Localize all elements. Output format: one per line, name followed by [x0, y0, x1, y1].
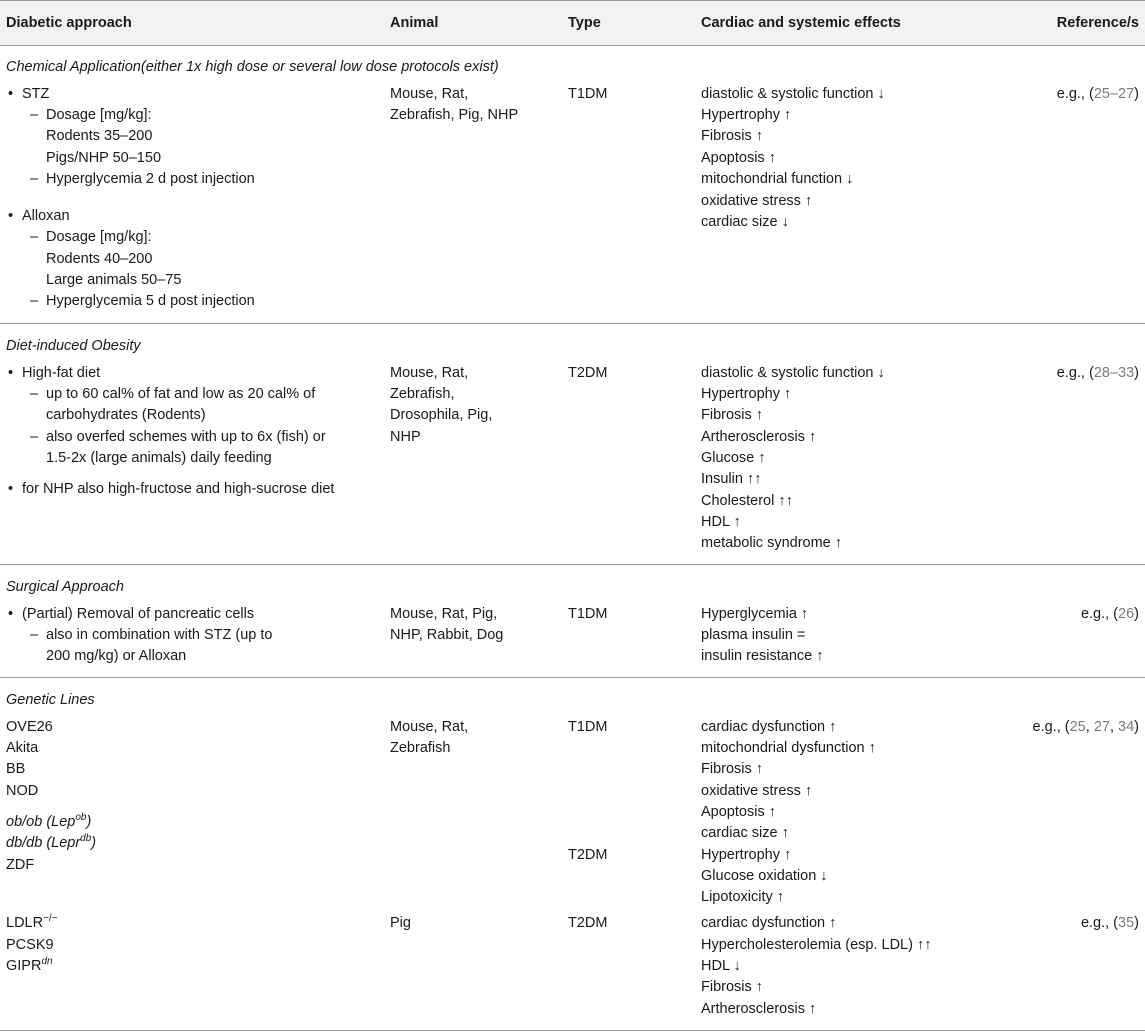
animal-text: Zebrafish [390, 740, 451, 756]
genetic-line [6, 913, 58, 935]
paren: ) [91, 835, 97, 851]
section-title: Surgical Approach [6, 579, 124, 595]
effect-item: Glucose oxidation ↓ [701, 868, 828, 884]
type-text: T2DM [568, 915, 608, 931]
ref-prefix: e.g., ( [1056, 86, 1094, 102]
effect-item: Artherosclerosis ↑ [701, 1001, 817, 1017]
bullet: • [8, 606, 14, 622]
reference [1033, 717, 1139, 738]
detail-text: Dosage [mg/kg]: [46, 229, 152, 245]
animal-text: Drosophila, Pig, [390, 407, 493, 423]
animal-text: Mouse, Rat, [390, 86, 469, 102]
animal-text: Mouse, Rat, Pig, [390, 606, 498, 622]
citation-link[interactable]: 28–33 [1093, 365, 1135, 381]
genetic-line: NOD [6, 783, 39, 799]
type-text: T1DM [568, 86, 608, 102]
genetic-line [6, 956, 53, 978]
paren: ) [86, 814, 92, 830]
dash: – [30, 171, 39, 187]
citation-link[interactable]: 35 [1118, 915, 1135, 931]
type-text: T2DM [568, 365, 608, 381]
effect-item: cardiac dysfunction ↑ [701, 915, 837, 931]
genetic-line: BB [6, 761, 26, 777]
animal-text: Zebrafish, [390, 386, 455, 402]
type-text: T1DM [568, 719, 608, 735]
effect-item: diastolic & systolic function ↓ [701, 86, 885, 102]
detail-text: Rodents 35–200 [46, 128, 153, 144]
genetic-line: OVE26 [6, 719, 53, 735]
effect-item: mitochondrial dysfunction ↑ [701, 740, 876, 756]
effect-item: oxidative stress ↑ [701, 783, 813, 799]
method-label: for NHP also high-fructose and high-sucrose diet [22, 481, 335, 497]
effect-item: Lipotoxicity ↑ [701, 889, 785, 905]
detail-text: also in combination with STZ (up to [46, 627, 273, 643]
effect-item: Fibrosis ↑ [701, 761, 764, 777]
genetic-line: PCSK9 [6, 937, 54, 953]
effect-item: oxidative stress ↑ [701, 193, 813, 209]
ref-prefix: e.g., ( [1056, 365, 1094, 381]
detail-text: Dosage [mg/kg]: [46, 107, 152, 123]
line-name: LDLR [6, 915, 44, 931]
effect-item: plasma insulin = [701, 627, 806, 643]
line-name: ob/ob (Lep [6, 814, 76, 830]
superscript: db [80, 833, 92, 844]
effect-item: Artherosclerosis ↑ [701, 429, 817, 445]
header-refs: Reference/s [1056, 15, 1139, 31]
ref-prefix: e.g., ( [1032, 719, 1070, 735]
dash: – [30, 386, 39, 402]
dash: – [30, 293, 39, 309]
effect-item: Apoptosis ↑ [701, 150, 776, 166]
divider [0, 677, 1145, 678]
divider [0, 564, 1145, 565]
reference [1081, 604, 1139, 625]
reference [1057, 363, 1139, 384]
detail-text: also overfed schemes with up to 6x (fish) or [46, 429, 326, 445]
effect-item: Hypercholesterolemia (esp. LDL) ↑↑ [701, 937, 932, 953]
effect-item: Hypertrophy ↑ [701, 847, 792, 863]
reference [1057, 84, 1139, 105]
effect-item: Fibrosis ↑ [701, 407, 764, 423]
header-type: Type [568, 15, 601, 31]
animal-text: Mouse, Rat, [390, 719, 469, 735]
ref-suffix: ) [1134, 606, 1139, 622]
header-approach: Diabetic approach [6, 15, 132, 31]
effect-item: Cholesterol ↑↑ [701, 493, 793, 509]
effect-item: Hypertrophy ↑ [701, 386, 792, 402]
dash: – [30, 429, 39, 445]
ref-suffix: ) [1134, 365, 1139, 381]
effect-item: metabolic syndrome ↑ [701, 535, 843, 551]
header-animal: Animal [390, 15, 439, 31]
bullet: • [8, 365, 14, 381]
bullet: • [8, 86, 14, 102]
section-title: Diet-induced Obesity [6, 338, 141, 354]
line-name: db/db (Lepr [6, 835, 81, 851]
ref-prefix: e.g., ( [1080, 915, 1119, 931]
section-title: Chemical Application(either 1x high dose or several low dose protocols exist) [6, 59, 499, 75]
genetic-line [6, 812, 91, 834]
detail-text: 200 mg/kg) or Alloxan [46, 648, 187, 664]
effect-item: Insulin ↑↑ [701, 471, 762, 487]
detail-text: Pigs/NHP 50–150 [46, 150, 162, 166]
effect-item: Fibrosis ↑ [701, 128, 764, 144]
detail-text: 1.5-2x (large animals) daily feeding [46, 450, 272, 466]
detail-text: carbohydrates (Rodents) [46, 407, 206, 423]
detail-text: Rodents 40–200 [46, 251, 153, 267]
animal-text: NHP [390, 429, 421, 445]
citation-link[interactable]: 26 [1118, 606, 1135, 622]
comma: , [1085, 719, 1094, 735]
ref-suffix: ) [1134, 915, 1139, 931]
divider [0, 323, 1145, 324]
effect-item: Hypertrophy ↑ [701, 107, 792, 123]
method-label: STZ [22, 86, 50, 102]
effect-item: cardiac dysfunction ↑ [701, 719, 837, 735]
animal-text: NHP, Rabbit, Dog [390, 627, 504, 643]
superscript: dn [41, 956, 53, 967]
effect-item: Glucose ↑ [701, 450, 766, 466]
citation-link[interactable]: 27 [1093, 719, 1110, 735]
effect-item: insulin resistance ↑ [701, 648, 824, 664]
type-text: T2DM [568, 847, 608, 863]
effect-item: Hyperglycemia ↑ [701, 606, 809, 622]
citation-link[interactable]: 25 [1069, 719, 1086, 735]
ref-prefix: e.g., ( [1080, 606, 1119, 622]
detail-text: Hyperglycemia 5 d post injection [46, 293, 255, 309]
effect-item: HDL ↑ [701, 514, 741, 530]
comma: , [1109, 719, 1119, 735]
effect-item: cardiac size ↑ [701, 825, 789, 841]
genetic-line: ZDF [6, 857, 35, 873]
ref-suffix: ) [1134, 719, 1139, 735]
effect-item: Fibrosis ↑ [701, 979, 764, 995]
method-label: Alloxan [22, 208, 70, 224]
reference [1081, 913, 1139, 934]
genetic-line: Akita [6, 740, 39, 756]
animal-text: Pig [390, 915, 411, 931]
effect-item: mitochondrial function ↓ [701, 171, 854, 187]
method-label: (Partial) Removal of pancreatic cells [22, 606, 255, 622]
dash: – [30, 229, 39, 245]
effect-item: diastolic & systolic function ↓ [701, 365, 885, 381]
line-name: GIPR [6, 958, 42, 974]
header-effects: Cardiac and systemic effects [701, 15, 901, 31]
detail-text: Hyperglycemia 2 d post injection [46, 171, 255, 187]
citation-link[interactable]: 25–27 [1093, 86, 1135, 102]
dash: – [30, 107, 39, 123]
detail-text: up to 60 cal% of fat and low as 20 cal% of [46, 386, 316, 402]
type-text: T1DM [568, 606, 608, 622]
detail-text: Large animals 50–75 [46, 272, 182, 288]
superscript: ob [75, 812, 87, 823]
superscript: −/− [43, 913, 58, 924]
dash: – [30, 627, 39, 643]
animal-text: Zebrafish, Pig, NHP [390, 107, 519, 123]
ref-suffix: ) [1134, 86, 1139, 102]
bullet: • [8, 208, 14, 224]
genetic-line [6, 833, 96, 855]
divider [0, 1030, 1145, 1031]
table-header [0, 0, 1145, 46]
citation-link[interactable]: 34 [1118, 719, 1135, 735]
effect-item: Apoptosis ↑ [701, 804, 776, 820]
bullet: • [8, 481, 14, 497]
method-label: High-fat diet [22, 365, 101, 381]
section-title: Genetic Lines [6, 692, 95, 708]
effect-item: HDL ↓ [701, 958, 741, 974]
animal-text: Mouse, Rat, [390, 365, 469, 381]
effect-item: cardiac size ↓ [701, 214, 789, 230]
